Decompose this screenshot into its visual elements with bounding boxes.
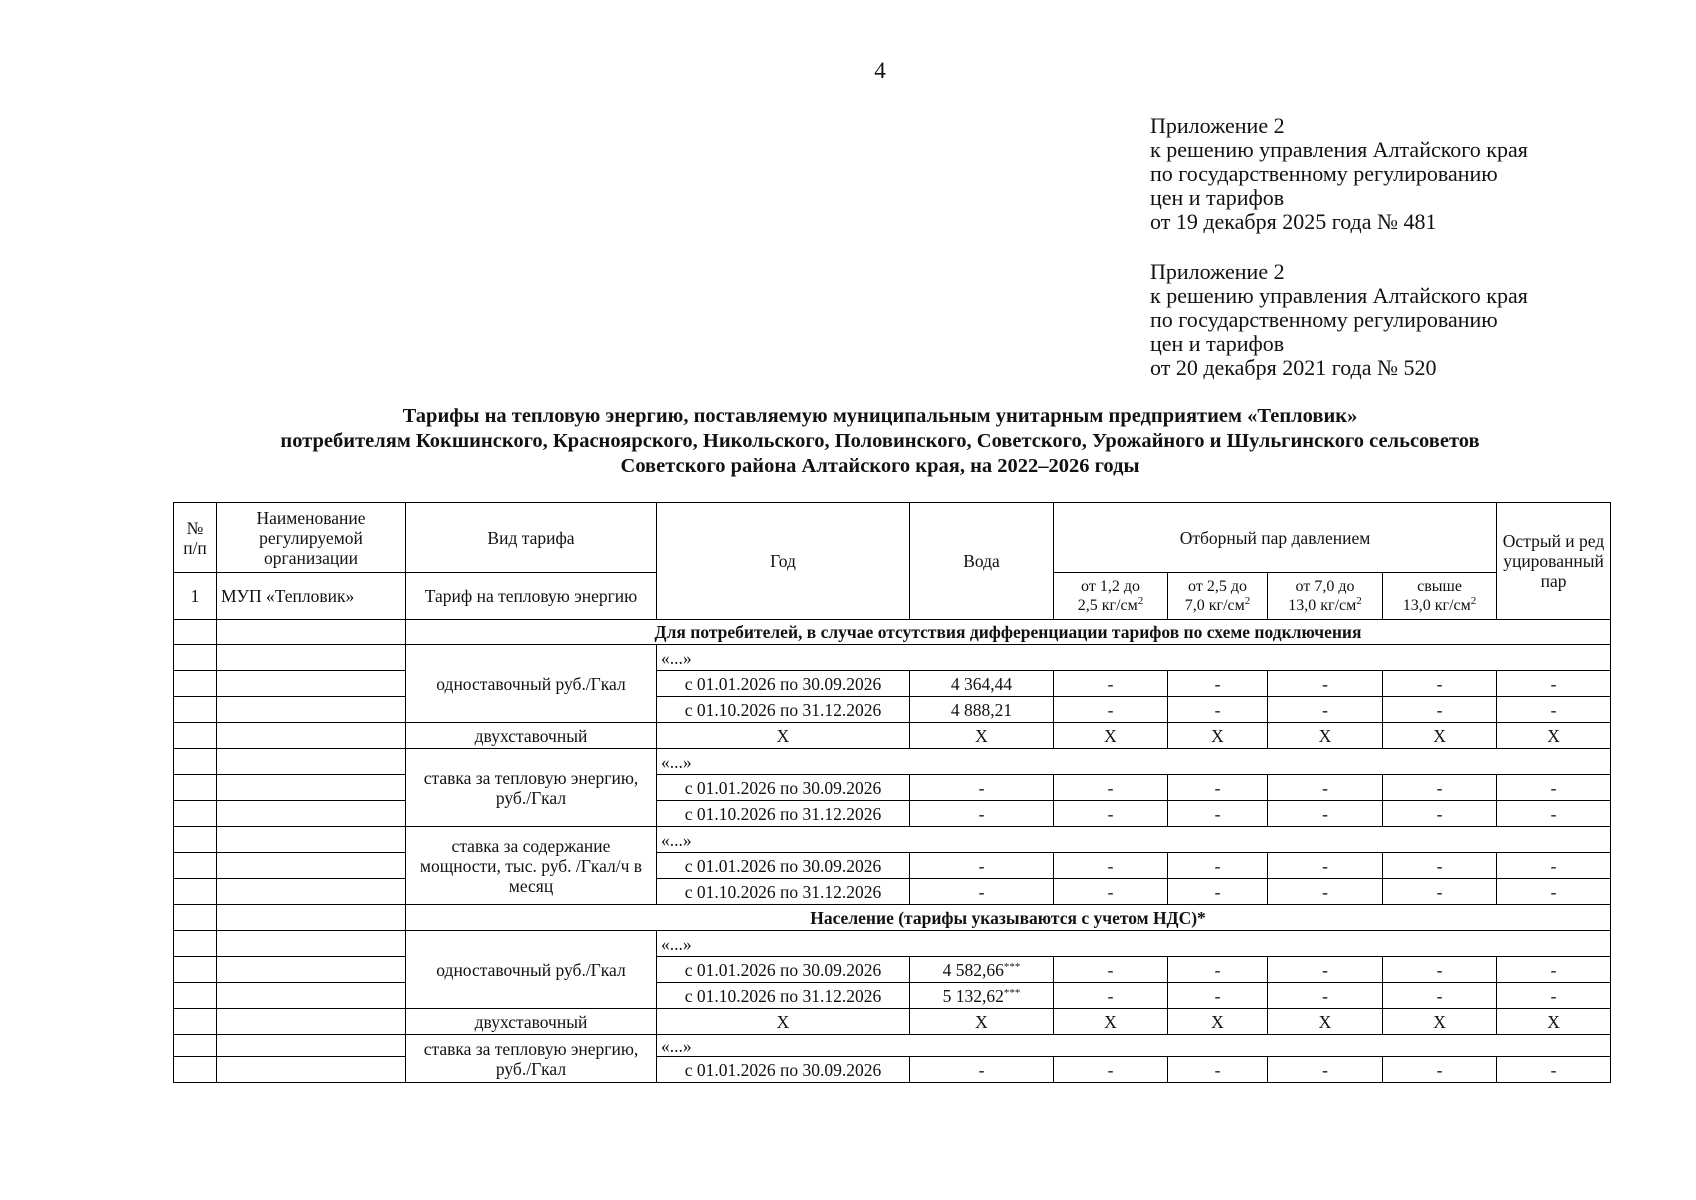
table-row: [174, 1009, 1611, 1035]
header-organization: Наименование регулируемой организации: [217, 503, 406, 573]
value-cell: -: [1054, 957, 1168, 983]
appendix-line: цен и тарифов: [1150, 185, 1285, 210]
value-cell: -: [1168, 775, 1268, 801]
header-extraction-steam: Отборный пар давлением: [1054, 503, 1497, 573]
value-cell: -: [910, 775, 1054, 801]
table-row: [174, 749, 1611, 775]
period: с 01.10.2026 по 31.12.2026: [657, 879, 910, 905]
value-cell: -: [1268, 801, 1383, 827]
value-cell: Х: [1383, 1009, 1497, 1035]
table-row: [174, 1035, 1611, 1057]
period-ellipsis: «...»: [657, 827, 1611, 853]
value-cell: Х: [1168, 723, 1268, 749]
header-year: Год: [657, 503, 910, 620]
value-cell: -: [1054, 775, 1168, 801]
table-row: [174, 827, 1611, 853]
tariff-label: двухставочный: [406, 1009, 657, 1035]
tariff-label: ставка за тепловую энергию, руб./Гкал: [406, 1035, 657, 1083]
header-pressure-1: от 1,2 до 2,5 $кг/см^2$: [1054, 573, 1168, 620]
table-row: [174, 879, 1611, 905]
appendix-line: по государственному регулированию: [1150, 307, 1498, 332]
appendix-line: к решению управления Алтайского края: [1150, 137, 1528, 162]
tariff-label: ставка за содержание мощности, тыс. руб. /Гкал/ч в месяц: [406, 827, 657, 905]
value-cell: Х: [1383, 723, 1497, 749]
value-cell: Х: [910, 723, 1054, 749]
period: с 01.01.2026 по 30.09.2026: [657, 853, 910, 879]
period-ellipsis: «...»: [657, 931, 1611, 957]
table-row: [174, 697, 1611, 723]
value-cell: -: [1268, 1057, 1383, 1083]
value-cell: -: [1168, 853, 1268, 879]
tariff-table: [173, 502, 1611, 1083]
value-cell: -: [1497, 983, 1611, 1009]
value-cell: -: [1383, 671, 1497, 697]
value-cell: -: [1383, 853, 1497, 879]
water-value: 4 888,21: [910, 697, 1054, 723]
value-cell: -: [1168, 879, 1268, 905]
section-row: [174, 620, 1611, 645]
value-cell: -: [1383, 801, 1497, 827]
title-line: Советского района Алтайского края, на 2022–2026 годы: [620, 455, 1140, 477]
value-cell: -: [1383, 775, 1497, 801]
value-cell: Х: [910, 1009, 1054, 1035]
water-value: 4 364,44: [910, 671, 1054, 697]
value-cell: Х: [1054, 723, 1168, 749]
period-ellipsis: «...»: [657, 1035, 1611, 1057]
appendix-line: цен и тарифов: [1150, 331, 1285, 356]
tariff-label: одноставочный руб./Гкал: [406, 645, 657, 723]
value-cell: -: [1383, 957, 1497, 983]
value-cell: -: [1497, 879, 1611, 905]
tariff-type-name: Тариф на тепловую энергию: [406, 573, 657, 620]
table-row: [174, 983, 1611, 1009]
water-value: 4 582,66***: [910, 957, 1054, 983]
value-cell: -: [1268, 775, 1383, 801]
document-title: [170, 404, 1590, 479]
header-pressure-3: от 7,0 до 13,0 $кг/см^2$: [1268, 573, 1383, 620]
row-num: 1: [174, 573, 217, 620]
period: с 01.10.2026 по 31.12.2026: [657, 801, 910, 827]
water-value: 5 132,62***: [910, 983, 1054, 1009]
table-header-row: [174, 503, 1611, 573]
value-cell: -: [1268, 879, 1383, 905]
value-cell: -: [910, 801, 1054, 827]
tariff-label: ставка за тепловую энергию, руб./Гкал: [406, 749, 657, 827]
value-cell: Х: [657, 1009, 910, 1035]
value-cell: Х: [1497, 1009, 1611, 1035]
period: с 01.10.2026 по 31.12.2026: [657, 697, 910, 723]
value-cell: -: [1383, 1057, 1497, 1083]
value-cell: Х: [1268, 1009, 1383, 1035]
value-cell: -: [1497, 697, 1611, 723]
table-row: [174, 1057, 1611, 1083]
value-cell: -: [1168, 957, 1268, 983]
value-cell: -: [1383, 879, 1497, 905]
tariff-label: одноставочный руб./Гкал: [406, 931, 657, 1009]
value-cell: Х: [1268, 723, 1383, 749]
value-cell: -: [1054, 671, 1168, 697]
table-row: [174, 723, 1611, 749]
value-cell: -: [1497, 801, 1611, 827]
value-cell: -: [910, 879, 1054, 905]
value-cell: -: [1054, 1057, 1168, 1083]
value-cell: -: [1168, 671, 1268, 697]
value-cell: Х: [1054, 1009, 1168, 1035]
header-sharp-steam: Острый и редуцированный пар: [1497, 503, 1611, 620]
value-cell: -: [1383, 983, 1497, 1009]
value-cell: -: [1054, 983, 1168, 1009]
value-cell: Х: [657, 723, 910, 749]
value-cell: Х: [1497, 723, 1611, 749]
value-cell: -: [1168, 983, 1268, 1009]
value-cell: -: [1054, 801, 1168, 827]
header-tariff-type: Вид тарифа: [406, 503, 657, 573]
organization-name: МУП «Тепловик»: [217, 573, 406, 620]
table-row: [174, 801, 1611, 827]
value-cell: -: [1268, 853, 1383, 879]
value-cell: -: [1054, 697, 1168, 723]
value-cell: -: [1168, 697, 1268, 723]
value-cell: -: [1168, 801, 1268, 827]
value-cell: -: [1497, 1057, 1611, 1083]
value-cell: -: [1497, 853, 1611, 879]
value-cell: -: [1054, 879, 1168, 905]
table-row: [174, 957, 1611, 983]
value-cell: -: [1497, 775, 1611, 801]
appendix-line: по государственному регулированию: [1150, 161, 1498, 186]
page-number: 4: [874, 58, 886, 83]
period-ellipsis: «...»: [657, 749, 1611, 775]
value-cell: -: [1497, 957, 1611, 983]
table-row: [174, 645, 1611, 671]
table-row: [174, 853, 1611, 879]
section-title: Для потребителей, в случае отсутствия дифференциации тарифов по схеме подключения: [406, 620, 1611, 645]
value-cell: -: [1497, 671, 1611, 697]
section-row: [174, 905, 1611, 931]
tariff-label: двухставочный: [406, 723, 657, 749]
value-cell: -: [910, 1057, 1054, 1083]
appendix-line: от 20 декабря 2021 года № 520: [1150, 355, 1437, 380]
appendix-line: Приложение 2: [1150, 259, 1285, 284]
value-cell: -: [1268, 697, 1383, 723]
appendix-line: Приложение 2: [1150, 113, 1285, 138]
header-water: Вода: [910, 503, 1054, 620]
appendix-line: от 19 декабря 2025 года № 481: [1150, 209, 1437, 234]
table-row: [174, 775, 1611, 801]
value-cell: -: [910, 853, 1054, 879]
period: с 01.01.2026 по 30.09.2026: [657, 1057, 910, 1083]
value-cell: Х: [1168, 1009, 1268, 1035]
appendix-note-original: [1150, 260, 1528, 380]
header-pressure-4: свыше 13,0 $кг/см^2$: [1383, 573, 1497, 620]
title-line: Тарифы на тепловую энергию, поставляемую муниципальным унитарным предприятием «Тепловик»: [402, 405, 1358, 427]
period-ellipsis: «...»: [657, 645, 1611, 671]
period: с 01.01.2026 по 30.09.2026: [657, 957, 910, 983]
value-cell: -: [1383, 697, 1497, 723]
table-row: [174, 931, 1611, 957]
appendix-line: к решению управления Алтайского края: [1150, 283, 1528, 308]
appendix-note-current: [1150, 114, 1528, 234]
section-title: Население (тарифы указываются с учетом НДС)*: [406, 905, 1611, 931]
value-cell: -: [1268, 671, 1383, 697]
header-num: № п/п: [174, 503, 217, 573]
value-cell: -: [1054, 853, 1168, 879]
table-row: [174, 671, 1611, 697]
period: с 01.01.2026 по 30.09.2026: [657, 775, 910, 801]
value-cell: -: [1168, 1057, 1268, 1083]
header-pressure-2: от 2,5 до 7,0 $кг/см^2$: [1168, 573, 1268, 620]
period: с 01.10.2026 по 31.12.2026: [657, 983, 910, 1009]
period: с 01.01.2026 по 30.09.2026: [657, 671, 910, 697]
value-cell: -: [1268, 957, 1383, 983]
title-line: потребителям Кокшинского, Красноярского, Никольского, Половинского, Советского, Урожайного и Шульгинского сельсоветов: [280, 430, 1480, 452]
value-cell: -: [1268, 983, 1383, 1009]
